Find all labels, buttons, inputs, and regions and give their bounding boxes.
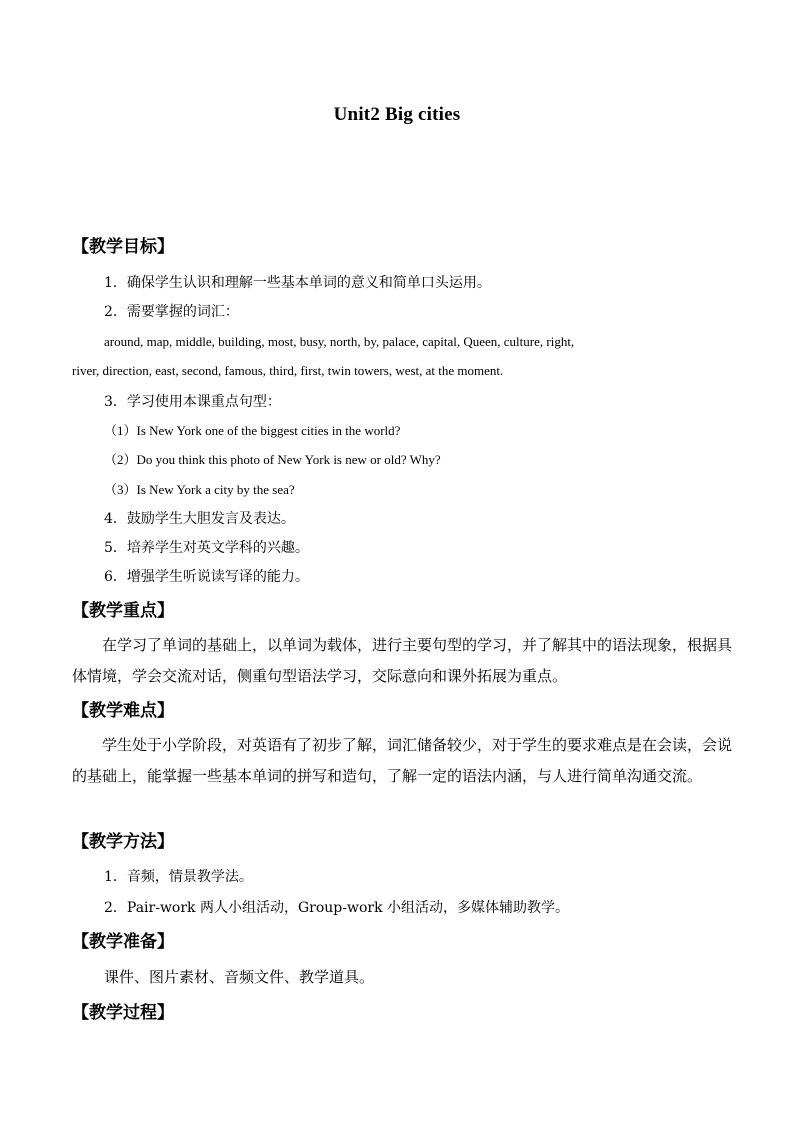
- objective-item-4: 4．鼓励学生大胆发言及表达。: [104, 511, 295, 527]
- sentence-pattern-1: （1）Is New York one of the biggest cities in the world?: [104, 423, 401, 438]
- heading-key-points: 【教学重点】: [72, 601, 174, 621]
- heading-methods: 【教学方法】: [72, 832, 174, 852]
- heading-process: 【教学过程】: [72, 1003, 174, 1023]
- objective-item-3: 3．学习使用本课重点句型：: [104, 394, 281, 410]
- key-points-text: 在学习了单词的基础上，以单词为载体，进行主要句型的学习，并了解其中的语法现象，根据具体情境，学会交流对话，侧重句型语法学习，交际意向和课外拓展为重点。: [72, 636, 733, 685]
- objective-item-1: 1．确保学生认识和理解一些基本单词的意义和简单口头运用。: [104, 275, 491, 291]
- vocabulary-line-2: river, direction, east, second, famous, third, first, twin towers, west, at the moment.: [72, 363, 504, 378]
- heading-difficulties: 【教学难点】: [72, 701, 174, 721]
- method-item-1: 1．音频，情景教学法。: [104, 869, 253, 885]
- vocabulary-line-1: around, map, middle, building, most, busy, north, by, palace, capital, Queen, culture, right,: [104, 334, 575, 349]
- document-title: Unit2 Big cities: [333, 104, 461, 125]
- objective-item-6: 6．增强学生听说读写译的能力。: [104, 569, 309, 585]
- difficulties-text: 学生处于小学阶段，对英语有了初步了解，词汇储备较少，对于学生的要求难点是在会读，会说的基础上，能掌握一些基本单词的拼写和造句，了解一定的语法内涵，与人进行简单沟通交流。: [72, 736, 733, 785]
- objective-item-5: 5．培养学生对英文学科的兴趣。: [104, 540, 309, 556]
- method-item-2: 2．Pair-work 两人小组活动，Group-work 小组活动，多媒体辅助教学。: [104, 900, 570, 916]
- objective-item-2: 2．需要掌握的词汇：: [104, 304, 239, 320]
- heading-objectives: 【教学目标】: [72, 237, 174, 257]
- heading-preparation: 【教学准备】: [72, 932, 174, 952]
- sentence-pattern-3: （3）Is New York a city by the sea?: [104, 482, 295, 497]
- preparation-text: 课件、图片素材、音频文件、教学道具。: [104, 968, 375, 986]
- sentence-pattern-2: （2）Do you think this photo of New York is new or old? Why?: [104, 452, 441, 467]
